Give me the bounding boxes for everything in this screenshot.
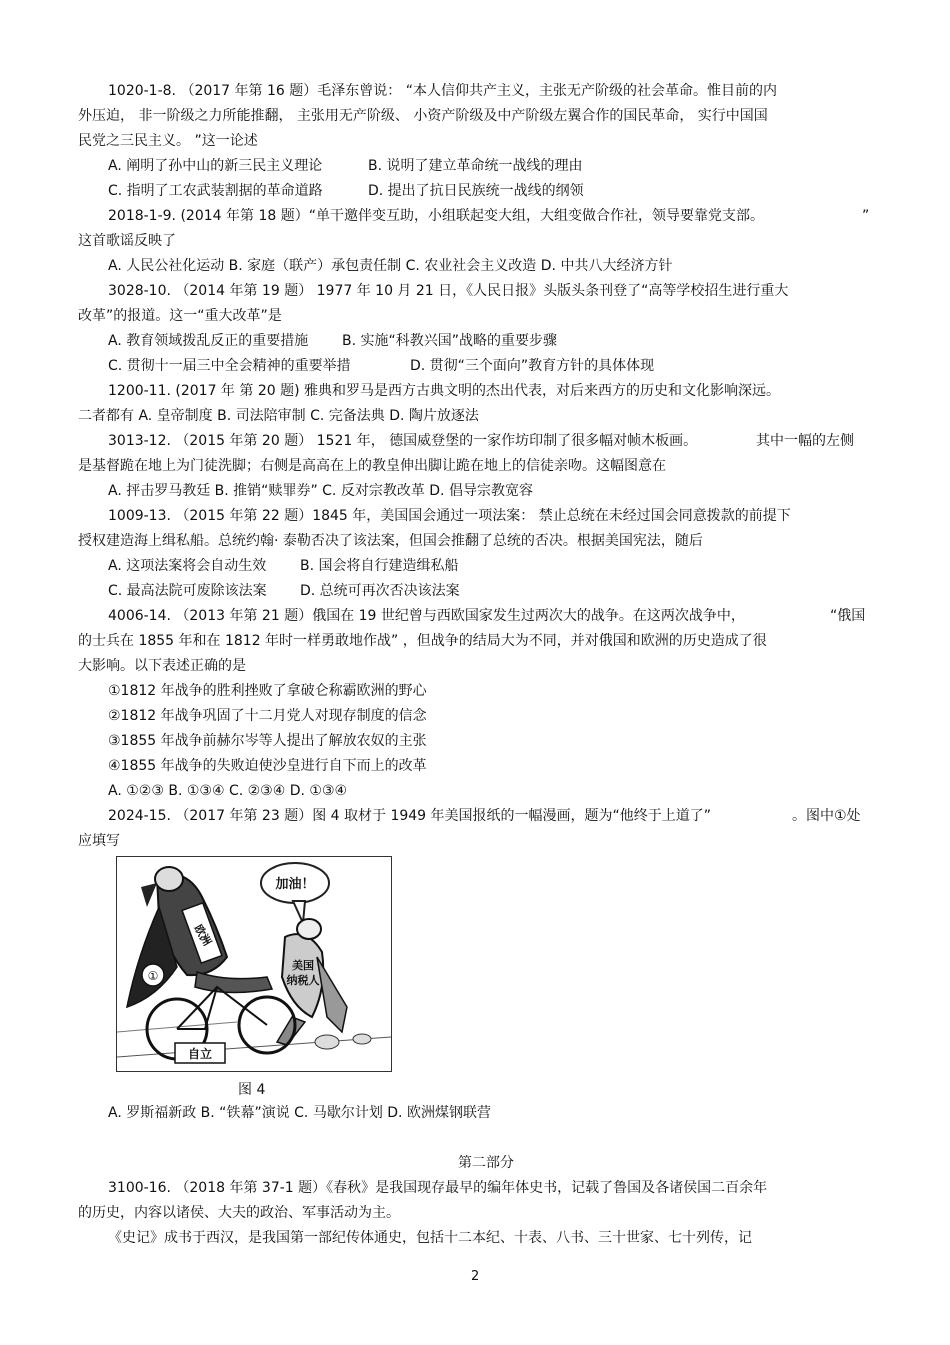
q16-line1: 3100-16. （2018 年第 37-1 题）《春秋》是我国现存最早的编年体史书，记载了鲁国及各诸侯国二百余年 bbox=[108, 1180, 768, 1196]
q9-options: A. 人民公社化运动 B. 家庭（联产）承包责任制 C. 农业社会主义改造 D. 中共八大经济方针 bbox=[108, 258, 673, 274]
q10-option-a: A. 教育领域拨乱反正的重要措施 bbox=[108, 333, 309, 349]
q8-option-d: D. 提出了抗日民族统一战线的纲领 bbox=[368, 183, 584, 199]
q10-option-c: C. 贯彻十一届三中全会精神的重要举措 bbox=[108, 358, 351, 374]
q11-line1: 1200-11. (2017 年 第 20 题) 雅典和罗马是西方古典文明的杰出代表，对后来西方的历史和文化影响深远。 bbox=[108, 383, 781, 399]
q8-option-a: A. 阐明了孙中山的新三民主义理论 bbox=[108, 158, 323, 174]
q13-line2: 授权建造海上缉私船。总统约翰· 泰勒否决了该法案，但国会推翻了总统的否决。根据美国宪法，随后 bbox=[78, 533, 703, 549]
q8-line1: 1020-1-8. （2017 年第 16 题）毛泽东曾说： “本人信仰共产主义，主张无产阶级的社会革命。惟目前的内 bbox=[108, 83, 777, 99]
q10-line1: 3028-10. （2014 年第 19 题） 1977 年 10 月 21 日，《人民日报》头版头条刊登了“高等学校招生进行重大 bbox=[108, 283, 789, 299]
q14-item-2: ②1812 年战争巩固了十二月党人对现存制度的信念 bbox=[108, 708, 427, 724]
q14-line1: 4006-14. （2013 年第 21 题）俄国在 19 世纪曾与西欧国家发生过两次大的战争。在这两次战争中， bbox=[108, 608, 745, 624]
cartoon-road-sign: 自立 bbox=[187, 1047, 213, 1061]
q13-option-d: D. 总统可再次否决该法案 bbox=[300, 583, 460, 599]
q15-line1: 2024-15. （2017 年第 23 题）图 4 取材于 1949 年美国报纸的一幅漫画，题为“他终于上道了” bbox=[108, 808, 712, 824]
q16-line2: 的历史，内容以诸侯、大夫的政治、军事活动为主。 bbox=[78, 1205, 400, 1221]
q14-line3: 大影响。以下表述正确的是 bbox=[78, 658, 246, 674]
q12-line1-end: 其中一幅的左侧 bbox=[756, 433, 854, 449]
q14-item-1: ①1812 年战争的胜利挫败了拿破仑称霸欧洲的野心 bbox=[108, 683, 427, 699]
q9-line1-end: ” bbox=[862, 208, 870, 224]
q9-line2: 这首歌谣反映了 bbox=[78, 233, 176, 249]
q13-option-b: B. 国会将自行建造缉私船 bbox=[300, 558, 459, 574]
q16-line3: 《史记》成书于西汉，是我国第一部纪传体通史，包括十二本纪、十表、八书、三十世家、七十列传，记 bbox=[108, 1230, 752, 1246]
q14-options: A. ①②③ B. ①③④ C. ②③④ D. ①③④ bbox=[108, 783, 348, 799]
q8-line2: 外压迫， 非一阶级之力所能推翻， 主张用无产阶级、 小资产阶级及中产阶级左翼合作的国民革命， 实行中国国 bbox=[78, 108, 768, 124]
cartoon-drawing bbox=[117, 857, 391, 1071]
page-number: 2 bbox=[471, 1269, 480, 1284]
q14-line2: 的士兵在 1855 年和在 1812 年时一样勇敢地作战” ，但战争的结局大为不同，并对俄国和欧洲的历史造成了很 bbox=[78, 633, 767, 649]
q14-line1-end: “俄国 bbox=[830, 608, 866, 624]
q15-options: A. 罗斯福新政 B. “铁幕”演说 C. 马歇尔计划 D. 欧洲煤钢联营 bbox=[108, 1105, 491, 1121]
section-heading: 第二部分 bbox=[458, 1155, 514, 1171]
q12-line2: 是基督跪在地上为门徒洗脚；右侧是高高在上的教皇伸出脚让跪在地上的信徒亲吻。这幅图意在 bbox=[78, 458, 666, 474]
q15-line1-end: 。图中①处 bbox=[792, 808, 861, 824]
cartoon-rider-label: 欧洲 bbox=[191, 922, 214, 949]
figure-caption: 图 4 bbox=[238, 1082, 266, 1098]
q14-item-3: ③1855 年战争前赫尔岑等人提出了解放农奴的主张 bbox=[108, 733, 427, 749]
cartoon-pusher-label-1: 美国 bbox=[292, 959, 314, 972]
cartoon-marker: ① bbox=[147, 969, 159, 983]
q11-line2: 二者都有 A. 皇帝制度 B. 司法陪审制 C. 完备法典 D. 陶片放逐法 bbox=[78, 408, 479, 424]
q13-option-c: C. 最高法院可废除该法案 bbox=[108, 583, 267, 599]
q14-item-4: ④1855 年战争的失败迫使沙皇进行自下而上的改革 bbox=[108, 758, 427, 774]
q13-option-a: A. 这项法案将会自动生效 bbox=[108, 558, 267, 574]
q10-option-b: B. 实施“科教兴国”战略的重要步骤 bbox=[342, 333, 558, 349]
q8-option-b: B. 说明了建立革命统一战线的理由 bbox=[368, 158, 583, 174]
q8-line3: 民党之三民主义。 ”这一论述 bbox=[78, 133, 258, 149]
q8-option-c: C. 指明了工农武装割据的革命道路 bbox=[108, 183, 323, 199]
q10-line2: 改革”的报道。这一“重大改革”是 bbox=[78, 308, 282, 324]
q12-line1: 3013-12. （2015 年第 20 题） 1521 年， 德国威登堡的一家作坊印制了很多幅对帧木板画。 bbox=[108, 433, 698, 449]
cartoon-bubble-text: 加油！ bbox=[275, 877, 315, 892]
q12-options: A. 抨击罗马教廷 B. 推销“赎罪券” C. 反对宗教改革 D. 倡导宗教宽容 bbox=[108, 483, 533, 499]
q15-line2: 应填写 bbox=[78, 833, 120, 849]
q10-option-d: D. 贯彻“三个面向”教育方针的具体体现 bbox=[410, 358, 655, 374]
q13-line1: 1009-13. （2015 年第 22 题）1845 年，美国国会通过一项法案： 禁止总统在未经过国会同意拨款的前提下 bbox=[108, 508, 791, 524]
cartoon-pusher-label-2: 纳税人 bbox=[286, 974, 320, 987]
figure-4-cartoon bbox=[116, 856, 392, 1072]
q9-line1: 2018-1-9. (2014 年第 18 题）“单干邀伴变互助，小组联起变大组，大组变做合作社，领导要靠党支部。 bbox=[108, 208, 764, 224]
